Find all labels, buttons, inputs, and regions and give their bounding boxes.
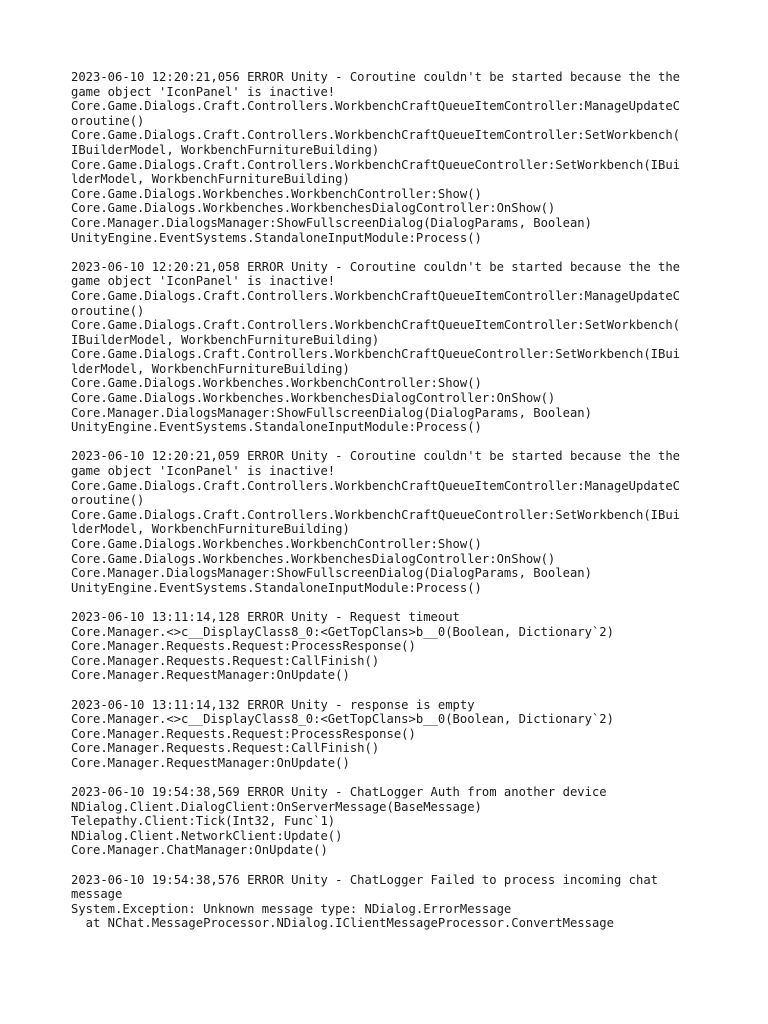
log-entry <box>71 785 701 858</box>
log-entry-header: 2023-06-10 12:20:21,058 ERROR Unity - Coroutine couldn't be started because the the <box>71 259 681 274</box>
log-line: UnityEngine.EventSystems.StandaloneInputModule:Process() <box>71 580 482 595</box>
log-entry-header: 2023-06-10 19:54:38,576 ERROR Unity - ChatLogger Failed to process incoming chat <box>71 872 658 887</box>
log-line: at NChat.MessageProcessor.NDialog.IClientMessageProcessor.ConvertMessage <box>71 916 614 931</box>
log-line: Core.Game.Dialogs.Craft.Controllers.WorkbenchCraftQueueItemController:ManageUpdateC <box>71 99 681 114</box>
log-line: UnityEngine.EventSystems.StandaloneInputModule:Process() <box>71 420 482 435</box>
log-entry <box>71 70 701 245</box>
log-entry <box>71 698 701 771</box>
log-line: Core.Game.Dialogs.Workbenches.WorkbenchesDialogController:OnShow() <box>71 551 556 566</box>
log-line: lderModel, WorkbenchFurnitureBuilding) <box>71 172 350 187</box>
log-entry <box>71 873 701 931</box>
log-entry-header: 2023-06-10 19:54:38,569 ERROR Unity - ChatLogger Auth from another device <box>71 785 607 800</box>
log-line: Core.Game.Dialogs.Workbenches.WorkbenchController:Show() <box>71 186 482 201</box>
log-line: oroutine() <box>71 113 145 128</box>
log-line: IBuilderModel, WorkbenchFurnitureBuilding) <box>71 332 380 347</box>
log-line: Core.Game.Dialogs.Workbenches.WorkbenchController:Show() <box>71 537 482 551</box>
log-line: Core.Manager.Requests.Request:ProcessResponse() <box>71 726 416 741</box>
log-line: Telepathy.Client:Tick(Int32, Func`1) <box>71 814 336 829</box>
log-line: game object 'IconPanel' is inactive! <box>71 274 336 289</box>
log-line: Core.Manager.RequestManager:OnUpdate() <box>71 755 350 770</box>
log-entry-header: 2023-06-10 13:11:14,128 ERROR Unity - Request timeout <box>71 609 460 624</box>
log-line: oroutine() <box>71 493 145 508</box>
log-line: Core.Manager.DialogsManager:ShowFullscreenDialog(DialogParams, Boolean) <box>71 405 592 420</box>
log-entry-header: 2023-06-10 13:11:14,132 ERROR Unity - response is empty <box>71 697 475 712</box>
log-line: Core.Game.Dialogs.Craft.Controllers.WorkbenchCraftQueueItemController:ManageUpdateC <box>71 288 681 303</box>
log-entry <box>71 449 701 595</box>
log-entry <box>71 610 701 683</box>
log-line: UnityEngine.EventSystems.StandaloneInputModule:Process() <box>71 230 482 245</box>
log-line: Core.Manager.DialogsManager:ShowFullscreenDialog(DialogParams, Boolean) <box>71 215 592 230</box>
log-line: Core.Game.Dialogs.Craft.Controllers.WorkbenchCraftQueueItemController:SetWorkbench( <box>71 128 681 143</box>
log-line: NDialog.Client.DialogClient:OnServerMessage(BaseMessage) <box>71 799 482 814</box>
log-line: Core.Manager.<>c__DisplayClass8_0:<GetTopClans>b__0(Boolean, Dictionary`2) <box>71 712 614 727</box>
log-line: Core.Game.Dialogs.Craft.Controllers.WorkbenchCraftQueueItemController:ManageUpdateC <box>71 478 681 493</box>
log-line: Core.Manager.<>c__DisplayClass8_0:<GetTopClans>b__0(Boolean, Dictionary`2) <box>71 624 614 639</box>
log-line: game object 'IconPanel' is inactive! <box>71 464 336 479</box>
log-line: Core.Manager.Requests.Request:ProcessResponse() <box>71 639 416 654</box>
log-line: Core.Game.Dialogs.Craft.Controllers.WorkbenchCraftQueueController:SetWorkbench(IBui <box>71 507 681 522</box>
log-line: game object 'IconPanel' is inactive! <box>71 84 336 99</box>
log-line: message <box>71 887 123 902</box>
log-line: Core.Manager.ChatManager:OnUpdate() <box>71 843 328 858</box>
log-entry-header: 2023-06-10 12:20:21,056 ERROR Unity - Coroutine couldn't be started because the the <box>71 70 681 84</box>
log-line: Core.Manager.RequestManager:OnUpdate() <box>71 668 350 683</box>
log-line: oroutine() <box>71 303 145 318</box>
log-line: lderModel, WorkbenchFurnitureBuilding) <box>71 361 350 376</box>
log-line: Core.Manager.Requests.Request:CallFinish() <box>71 653 380 668</box>
log-line: NDialog.Client.NetworkClient:Update() <box>71 828 343 843</box>
log-line: System.Exception: Unknown message type: NDialog.ErrorMessage <box>71 901 512 916</box>
log-line: Core.Game.Dialogs.Workbenches.WorkbenchController:Show() <box>71 376 482 391</box>
log-line: Core.Game.Dialogs.Craft.Controllers.WorkbenchCraftQueueController:SetWorkbench(IBui <box>71 347 681 362</box>
log-entry-header: 2023-06-10 12:20:21,059 ERROR Unity - Coroutine couldn't be started because the the <box>71 449 681 464</box>
log-line: Core.Manager.DialogsManager:ShowFullscreenDialog(DialogParams, Boolean) <box>71 566 592 581</box>
log-line: Core.Game.Dialogs.Workbenches.WorkbenchesDialogController:OnShow() <box>71 391 556 406</box>
log-line: lderModel, WorkbenchFurnitureBuilding) <box>71 522 350 537</box>
log-line: Core.Game.Dialogs.Workbenches.WorkbenchesDialogController:OnShow() <box>71 201 556 216</box>
log-line: Core.Game.Dialogs.Craft.Controllers.WorkbenchCraftQueueItemController:SetWorkbench( <box>71 318 681 333</box>
log-entry <box>71 260 701 435</box>
log-document <box>71 70 701 946</box>
log-line: IBuilderModel, WorkbenchFurnitureBuilding) <box>71 142 380 157</box>
log-line: Core.Manager.Requests.Request:CallFinish() <box>71 741 380 756</box>
log-line: Core.Game.Dialogs.Craft.Controllers.WorkbenchCraftQueueController:SetWorkbench(IBui <box>71 157 681 172</box>
